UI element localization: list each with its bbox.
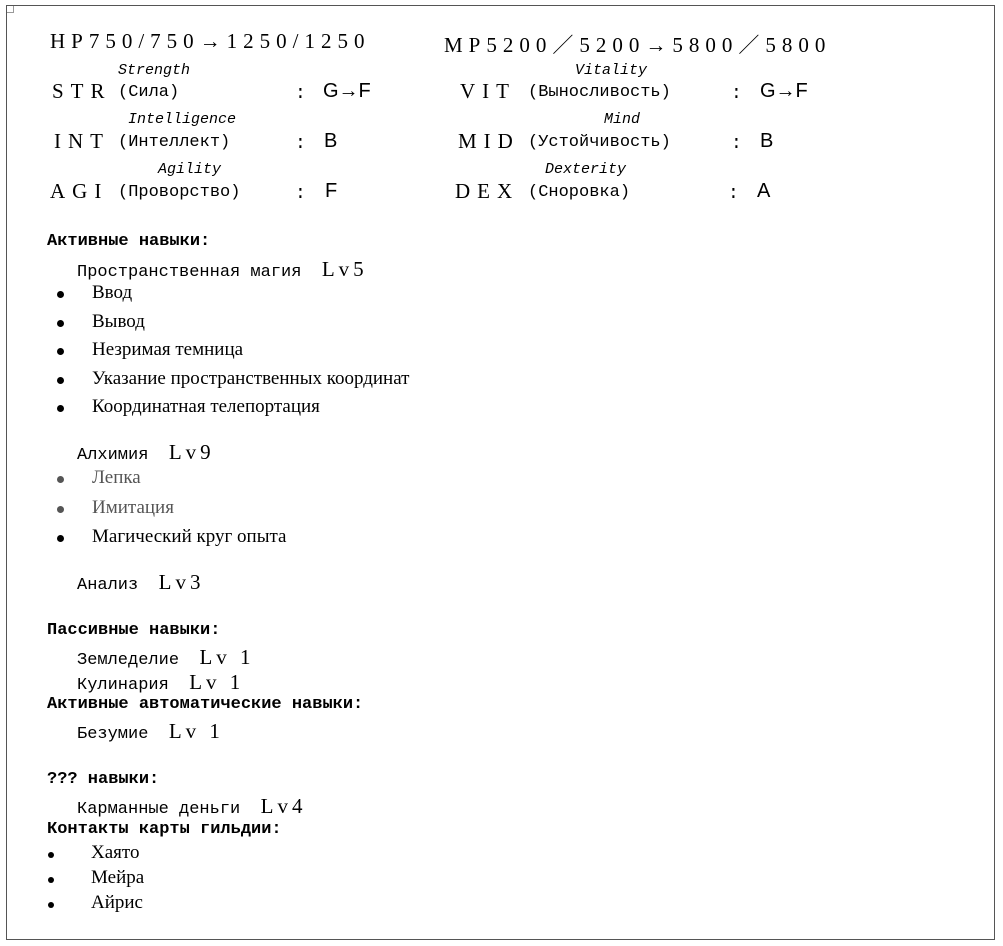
auto-skill-lv: Lv 1: [168, 719, 224, 743]
contacts-heading: Контакты карты гильдии:: [47, 820, 282, 839]
passive-skill-name: Земледелие: [77, 651, 180, 670]
stat-int-en: Intelligence: [128, 111, 237, 128]
unknown-skill-name: Карманные деньги: [77, 800, 241, 819]
stat-str-grade: G→F: [323, 80, 371, 102]
alchemy-name: Алхимия: [77, 446, 149, 465]
stat-int-grade: B: [324, 130, 338, 152]
stat-mid-grade: B: [760, 130, 774, 152]
alchemy-item: Имитация: [92, 497, 174, 518]
mp-value: [444, 29, 831, 59]
bullet-icon: [57, 476, 64, 483]
stat-mid-en: Mind: [604, 111, 641, 128]
space-magic-skill: [77, 257, 368, 282]
unknown-skill-lv: Lv4: [260, 794, 307, 818]
hp-text: HP750/750→1250/1250: [50, 29, 371, 53]
analysis-name: Анализ: [77, 576, 139, 595]
bullet-icon: [57, 348, 64, 355]
stat-dex-colon: :: [728, 184, 739, 204]
bullet-icon: [57, 535, 64, 542]
stat-mid-code: MID: [458, 129, 520, 153]
bullet-icon: [48, 852, 54, 858]
stat-str-code: STR: [52, 79, 112, 103]
bullet-icon: [48, 902, 54, 908]
page-corner-mark: [7, 6, 14, 13]
stat-str-ru: (Сила): [118, 83, 180, 102]
stat-vit-ru: (Выносливость): [528, 83, 671, 102]
contact-item: Айрис: [91, 892, 143, 913]
stat-dex-code: DEX: [455, 179, 520, 203]
alchemy-skill: [77, 440, 215, 465]
alchemy-item: Магический круг опыта: [92, 526, 287, 547]
space-magic-item: Указание пространственных координат: [92, 368, 410, 389]
active-skills-heading: Активные навыки:: [47, 232, 211, 251]
hp-value: [50, 29, 371, 54]
bullet-icon: [57, 291, 64, 298]
stat-int-ru: (Интеллект): [118, 133, 231, 152]
stat-mid-colon: :: [731, 134, 742, 154]
passive-skill: [77, 670, 244, 695]
passive-skill-lv: Lv 1: [189, 670, 245, 694]
alchemy-item: Лепка: [92, 467, 141, 488]
passive-skill-name: Кулинария: [77, 676, 169, 695]
stat-agi-colon: :: [295, 184, 306, 204]
space-magic-item: Ввод: [92, 282, 133, 303]
stat-vit-colon: :: [731, 84, 742, 104]
passive-skill-lv: Lv 1: [199, 645, 255, 669]
space-magic-item: Незримая темница: [92, 339, 244, 360]
stat-agi-code: AGI: [50, 179, 109, 203]
stat-vit-grade: G→F: [760, 80, 808, 102]
mp-text: MP5200／5200→5800／5800: [444, 33, 832, 57]
bullet-icon: [57, 320, 64, 327]
auto-skill: [77, 719, 224, 744]
bullet-icon: [57, 377, 64, 384]
auto-skill-name: Безумие: [77, 725, 149, 744]
stat-vit-en: Vitality: [575, 62, 648, 79]
alchemy-lv: Lv9: [168, 440, 215, 464]
passive-skill: [77, 645, 255, 670]
stat-dex-en: Dexterity: [545, 161, 627, 178]
stat-str-colon: :: [295, 84, 306, 104]
bullet-icon: [57, 405, 64, 412]
stat-dex-ru: (Сноровка): [528, 183, 631, 202]
analysis-lv: Lv3: [158, 570, 205, 594]
space-magic-name: Пространственная магия: [77, 263, 302, 282]
unknown-skills-heading: ??? навыки:: [47, 770, 160, 789]
stat-dex-grade: A: [757, 180, 771, 202]
space-magic-item: Вывод: [92, 311, 145, 332]
bullet-icon: [57, 506, 64, 513]
stat-int-colon: :: [295, 134, 306, 154]
stat-agi-grade: F: [325, 180, 338, 202]
stat-mid-ru: (Устойчивость): [528, 133, 671, 152]
stat-vit-code: VIT: [460, 79, 516, 103]
auto-skills-heading: Активные автоматические навыки:: [47, 695, 364, 714]
contact-item: Мейра: [91, 867, 145, 888]
stat-str-en: Strength: [118, 62, 191, 79]
passive-skills-heading: Пассивные навыки:: [47, 621, 221, 640]
stat-agi-ru: (Проворство): [118, 183, 241, 202]
stat-int-code: INT: [54, 129, 110, 153]
space-magic-item: Координатная телепортация: [92, 396, 320, 417]
space-magic-lv: Lv5: [321, 257, 368, 281]
contact-item: Хаято: [91, 842, 140, 863]
analysis-skill: [77, 570, 204, 595]
bullet-icon: [48, 877, 54, 883]
stat-agi-en: Agility: [158, 161, 222, 178]
unknown-skill: [77, 794, 306, 819]
